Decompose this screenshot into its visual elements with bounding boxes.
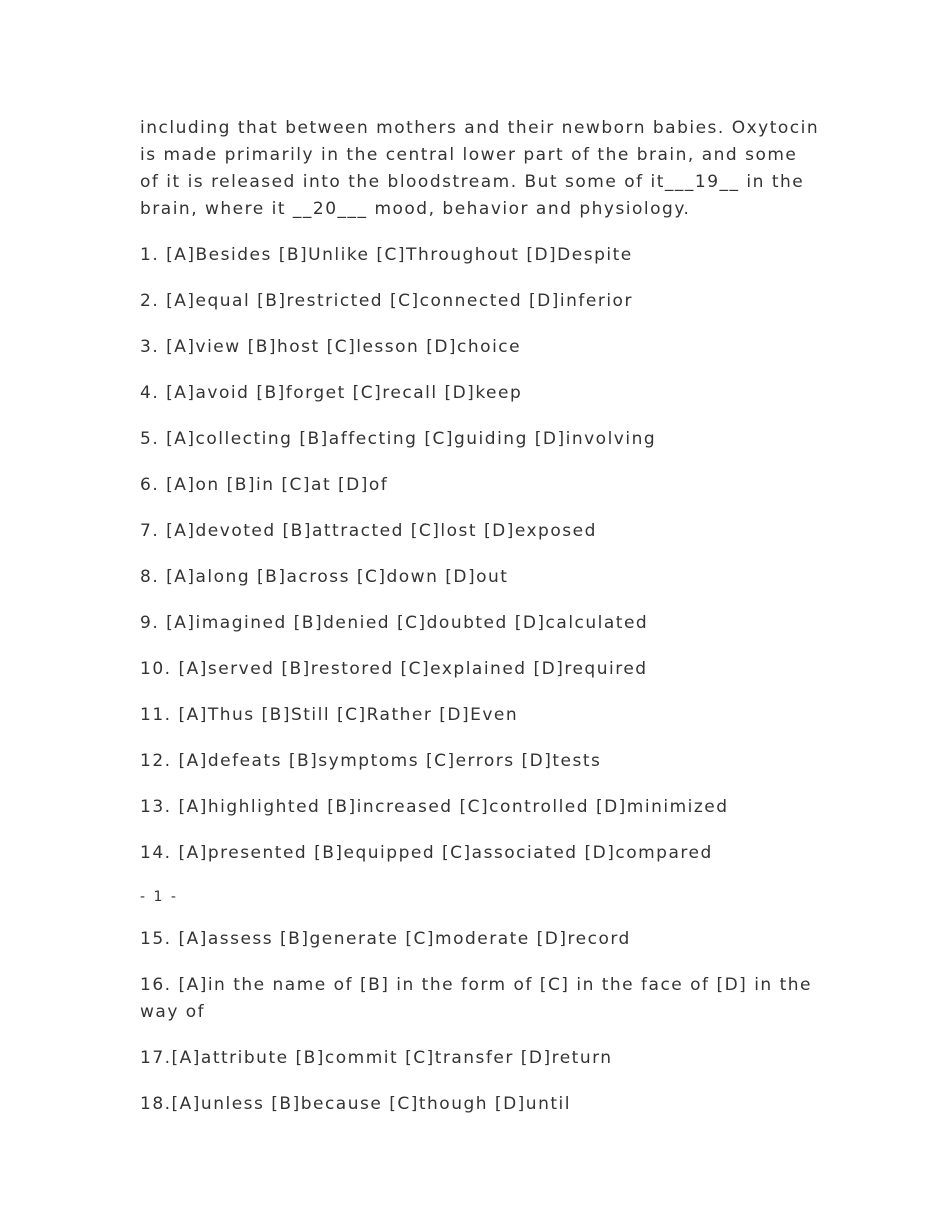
option-line-13: 13. [A]highlighted [B]increased [C]controlled [D]minimized: [140, 797, 729, 817]
option-line-15: 15. [A]assess [B]generate [C]moderate [D]record: [140, 929, 631, 949]
option-line-6: 6. [A]on [B]in [C]at [D]of: [140, 475, 389, 495]
option-line-5: 5. [A]collecting [B]affecting [C]guiding [D]involving: [140, 429, 657, 449]
option-line-14: 14. [A]presented [B]equipped [C]associated [D]compared: [140, 843, 713, 863]
option-line-9: 9. [A]imagined [B]denied [C]doubted [D]calculated: [140, 613, 649, 633]
page-number: - 1 -: [140, 889, 178, 905]
option-line-11: 11. [A]Thus [B]Still [C]Rather [D]Even: [140, 705, 519, 725]
option-line-18: 18.[A]unless [B]because [C]though [D]until: [140, 1094, 571, 1114]
option-line-3: 3. [A]view [B]host [C]lesson [D]choice: [140, 337, 522, 357]
option-line-10: 10. [A]served [B]restored [C]explained [D]required: [140, 659, 648, 679]
option-line-8: 8. [A]along [B]across [C]down [D]out: [140, 567, 509, 587]
option-line-16: 16. [A]in the name of [B] in the form of [C] in the face of [D] in the way of: [140, 975, 813, 1022]
passage-text: including that between mothers and their newborn babies. Oxytocin is made primarily in the central lower part of the brain, and some of it is released into the bloodstream. But some of it___19__ in the brain, where it __20___ mood, behavior and physiology.: [140, 118, 820, 219]
option-line-7: 7. [A]devoted [B]attracted [C]lost [D]exposed: [140, 521, 597, 541]
option-line-4: 4. [A]avoid [B]forget [C]recall [D]keep: [140, 383, 523, 403]
option-line-17: 17.[A]attribute [B]commit [C]transfer [D]return: [140, 1048, 613, 1068]
option-line-1: 1. [A]Besides [B]Unlike [C]Throughout [D]Despite: [140, 245, 633, 265]
option-line-12: 12. [A]defeats [B]symptoms [C]errors [D]tests: [140, 751, 602, 771]
document-page: [140, 115, 820, 1118]
option-line-2: 2. [A]equal [B]restricted [C]connected [D]inferior: [140, 291, 633, 311]
